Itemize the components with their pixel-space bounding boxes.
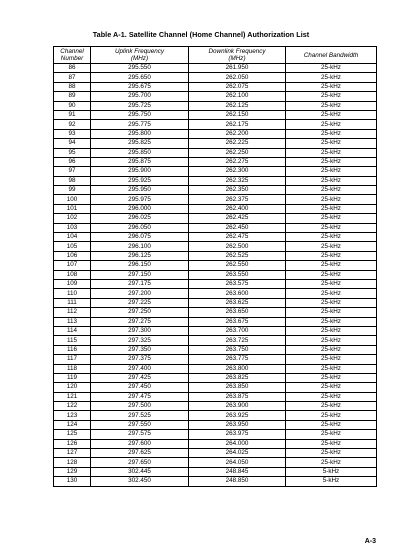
cell-uplink-frequency: 296.100	[91, 242, 189, 251]
cell-channel-bandwidth: 25-kHz	[286, 139, 377, 148]
cell-channel-number: 98	[54, 176, 91, 185]
cell-uplink-frequency: 295.825	[91, 139, 189, 148]
cell-uplink-frequency: 295.925	[91, 176, 189, 185]
cell-uplink-frequency: 295.900	[91, 167, 189, 176]
cell-channel-bandwidth: 25-kHz	[286, 402, 377, 411]
header-line: Number	[60, 55, 84, 62]
table-row	[54, 73, 377, 82]
cell-channel-bandwidth: 25-kHz	[286, 251, 377, 260]
cell-channel-bandwidth: 25-kHz	[286, 176, 377, 185]
cell-channel-number: 117	[54, 355, 91, 364]
cell-uplink-frequency: 297.400	[91, 364, 189, 373]
table-row	[54, 233, 377, 242]
cell-channel-number: 124	[54, 420, 91, 429]
cell-channel-number: 125	[54, 430, 91, 439]
cell-channel-number: 107	[54, 261, 91, 270]
cell-channel-number: 115	[54, 336, 91, 345]
header-channel-bandwidth	[286, 47, 377, 64]
cell-channel-number: 108	[54, 270, 91, 279]
table-row	[54, 326, 377, 335]
header-line: (MHz)	[130, 55, 149, 62]
cell-channel-bandwidth: 25-kHz	[286, 73, 377, 82]
cell-channel-number: 119	[54, 373, 91, 382]
header-line: Channel Bandwidth	[303, 51, 359, 59]
cell-downlink-frequency: 263.700	[189, 326, 286, 335]
cell-channel-bandwidth: 25-kHz	[286, 214, 377, 223]
cell-downlink-frequency: 263.825	[189, 373, 286, 382]
cell-channel-bandwidth: 25-kHz	[286, 345, 377, 354]
cell-downlink-frequency: 263.950	[189, 420, 286, 429]
table-row	[54, 261, 377, 270]
cell-uplink-frequency: 297.475	[91, 392, 189, 401]
cell-uplink-frequency: 295.700	[91, 92, 189, 101]
cell-downlink-frequency: 262.125	[189, 101, 286, 110]
cell-downlink-frequency: 263.625	[189, 298, 286, 307]
cell-channel-bandwidth: 25-kHz	[286, 383, 377, 392]
cell-downlink-frequency: 262.475	[189, 233, 286, 242]
cell-channel-bandwidth: 25-kHz	[286, 449, 377, 458]
cell-downlink-frequency: 263.800	[189, 364, 286, 373]
cell-channel-bandwidth: 25-kHz	[286, 148, 377, 157]
cell-channel-bandwidth: 5-kHz	[286, 467, 377, 476]
cell-channel-bandwidth: 25-kHz	[286, 326, 377, 335]
cell-uplink-frequency: 295.950	[91, 186, 189, 195]
table-row	[54, 279, 377, 288]
cell-downlink-frequency: 262.225	[189, 139, 286, 148]
cell-channel-number: 93	[54, 129, 91, 138]
cell-channel-bandwidth: 25-kHz	[286, 223, 377, 232]
cell-channel-number: 113	[54, 317, 91, 326]
cell-channel-bandwidth: 25-kHz	[286, 279, 377, 288]
cell-uplink-frequency: 297.425	[91, 373, 189, 382]
cell-channel-number: 91	[54, 110, 91, 119]
table-row	[54, 392, 377, 401]
cell-downlink-frequency: 264.050	[189, 458, 286, 467]
cell-downlink-frequency: 262.500	[189, 242, 286, 251]
cell-uplink-frequency: 302.445	[91, 467, 189, 476]
cell-channel-number: 95	[54, 148, 91, 157]
cell-downlink-frequency: 262.175	[189, 120, 286, 129]
cell-downlink-frequency: 263.875	[189, 392, 286, 401]
cell-channel-bandwidth: 25-kHz	[286, 439, 377, 448]
table-row	[54, 373, 377, 382]
cell-uplink-frequency: 297.625	[91, 449, 189, 458]
cell-uplink-frequency: 295.650	[91, 73, 189, 82]
cell-channel-bandwidth: 25-kHz	[286, 458, 377, 467]
cell-channel-number: 97	[54, 167, 91, 176]
cell-channel-bandwidth: 25-kHz	[286, 157, 377, 166]
cell-channel-number: 122	[54, 402, 91, 411]
cell-channel-bandwidth: 25-kHz	[286, 420, 377, 429]
cell-channel-bandwidth: 25-kHz	[286, 120, 377, 129]
cell-uplink-frequency: 297.150	[91, 270, 189, 279]
table-row	[54, 120, 377, 129]
cell-channel-bandwidth: 25-kHz	[286, 101, 377, 110]
cell-downlink-frequency: 262.150	[189, 110, 286, 119]
cell-channel-bandwidth: 25-kHz	[286, 233, 377, 242]
cell-channel-bandwidth: 25-kHz	[286, 289, 377, 298]
channel-authorization-table	[53, 46, 377, 487]
cell-channel-number: 126	[54, 439, 91, 448]
table-row	[54, 308, 377, 317]
table-row	[54, 92, 377, 101]
header-line: Downlink Frequency	[208, 48, 266, 55]
table-row	[54, 298, 377, 307]
cell-uplink-frequency: 297.350	[91, 345, 189, 354]
cell-uplink-frequency: 297.200	[91, 289, 189, 298]
cell-channel-bandwidth: 25-kHz	[286, 308, 377, 317]
cell-downlink-frequency: 262.350	[189, 186, 286, 195]
cell-channel-bandwidth: 25-kHz	[286, 430, 377, 439]
table-row	[54, 110, 377, 119]
cell-channel-bandwidth: 25-kHz	[286, 355, 377, 364]
cell-downlink-frequency: 248.845	[189, 467, 286, 476]
cell-channel-number: 103	[54, 223, 91, 232]
table-row	[54, 129, 377, 138]
cell-uplink-frequency: 295.850	[91, 148, 189, 157]
cell-channel-number: 99	[54, 186, 91, 195]
cell-downlink-frequency: 262.450	[189, 223, 286, 232]
cell-channel-bandwidth: 25-kHz	[286, 317, 377, 326]
cell-uplink-frequency: 297.300	[91, 326, 189, 335]
cell-channel-number: 123	[54, 411, 91, 420]
cell-uplink-frequency: 295.550	[91, 64, 189, 73]
cell-channel-bandwidth: 25-kHz	[286, 336, 377, 345]
table-row	[54, 402, 377, 411]
cell-uplink-frequency: 295.800	[91, 129, 189, 138]
cell-downlink-frequency: 263.975	[189, 430, 286, 439]
cell-downlink-frequency: 263.575	[189, 279, 286, 288]
cell-downlink-frequency: 262.300	[189, 167, 286, 176]
table-row	[54, 336, 377, 345]
table-row	[54, 345, 377, 354]
cell-uplink-frequency: 297.550	[91, 420, 189, 429]
cell-downlink-frequency: 262.325	[189, 176, 286, 185]
table-row	[54, 64, 377, 73]
cell-uplink-frequency: 302.450	[91, 477, 189, 486]
cell-channel-bandwidth: 25-kHz	[286, 242, 377, 251]
cell-downlink-frequency: 262.275	[189, 157, 286, 166]
cell-uplink-frequency: 297.225	[91, 298, 189, 307]
cell-channel-bandwidth: 25-kHz	[286, 186, 377, 195]
cell-channel-number: 129	[54, 467, 91, 476]
table-row	[54, 157, 377, 166]
table-row	[54, 355, 377, 364]
table-row	[54, 214, 377, 223]
cell-channel-number: 128	[54, 458, 91, 467]
cell-uplink-frequency: 295.775	[91, 120, 189, 129]
cell-uplink-frequency: 295.675	[91, 82, 189, 91]
table-header-row	[54, 47, 377, 64]
cell-channel-number: 121	[54, 392, 91, 401]
cell-channel-number: 116	[54, 345, 91, 354]
cell-downlink-frequency: 262.550	[189, 261, 286, 270]
cell-channel-bandwidth: 25-kHz	[286, 411, 377, 420]
cell-channel-number: 100	[54, 195, 91, 204]
cell-channel-bandwidth: 25-kHz	[286, 392, 377, 401]
cell-channel-bandwidth: 25-kHz	[286, 110, 377, 119]
cell-channel-number: 104	[54, 233, 91, 242]
cell-channel-number: 130	[54, 477, 91, 486]
cell-uplink-frequency: 297.250	[91, 308, 189, 317]
cell-downlink-frequency: 248.850	[189, 477, 286, 486]
cell-channel-bandwidth: 25-kHz	[286, 373, 377, 382]
cell-uplink-frequency: 296.000	[91, 204, 189, 213]
cell-uplink-frequency: 297.450	[91, 383, 189, 392]
table-row	[54, 449, 377, 458]
table-row	[54, 458, 377, 467]
cell-channel-number: 96	[54, 157, 91, 166]
cell-uplink-frequency: 296.025	[91, 214, 189, 223]
table-row	[54, 204, 377, 213]
cell-downlink-frequency: 264.000	[189, 439, 286, 448]
cell-downlink-frequency: 262.425	[189, 214, 286, 223]
cell-channel-bandwidth: 25-kHz	[286, 270, 377, 279]
cell-channel-number: 111	[54, 298, 91, 307]
cell-channel-number: 87	[54, 73, 91, 82]
cell-downlink-frequency: 262.100	[189, 92, 286, 101]
table-row	[54, 242, 377, 251]
cell-channel-number: 90	[54, 101, 91, 110]
header-line: Channel	[60, 48, 84, 55]
cell-downlink-frequency: 263.850	[189, 383, 286, 392]
table-row	[54, 195, 377, 204]
table-row	[54, 176, 377, 185]
cell-uplink-frequency: 297.275	[91, 317, 189, 326]
cell-channel-number: 110	[54, 289, 91, 298]
cell-downlink-frequency: 262.375	[189, 195, 286, 204]
cell-channel-number: 127	[54, 449, 91, 458]
cell-channel-bandwidth: 25-kHz	[286, 364, 377, 373]
cell-channel-bandwidth: 25-kHz	[286, 195, 377, 204]
cell-channel-bandwidth: 25-kHz	[286, 261, 377, 270]
table-row	[54, 139, 377, 148]
table-row	[54, 101, 377, 110]
cell-downlink-frequency: 263.675	[189, 317, 286, 326]
cell-downlink-frequency: 262.525	[189, 251, 286, 260]
header-channel-number	[54, 47, 91, 64]
table-row	[54, 477, 377, 486]
cell-uplink-frequency: 296.075	[91, 233, 189, 242]
header-downlink-frequency	[189, 47, 286, 64]
cell-channel-bandwidth: 25-kHz	[286, 64, 377, 73]
cell-channel-number: 114	[54, 326, 91, 335]
cell-uplink-frequency: 296.050	[91, 223, 189, 232]
cell-downlink-frequency: 263.550	[189, 270, 286, 279]
table-title: Table A-1. Satellite Channel (Home Channel) Authorization List	[92, 30, 310, 39]
cell-uplink-frequency: 297.500	[91, 402, 189, 411]
cell-channel-number: 88	[54, 82, 91, 91]
cell-downlink-frequency: 264.025	[189, 449, 286, 458]
cell-channel-number: 101	[54, 204, 91, 213]
table-row	[54, 467, 377, 476]
cell-downlink-frequency: 262.250	[189, 148, 286, 157]
cell-channel-number: 106	[54, 251, 91, 260]
cell-channel-number: 92	[54, 120, 91, 129]
cell-downlink-frequency: 263.725	[189, 336, 286, 345]
cell-uplink-frequency: 297.575	[91, 430, 189, 439]
cell-channel-number: 86	[54, 64, 91, 73]
cell-downlink-frequency: 263.925	[189, 411, 286, 420]
cell-uplink-frequency: 297.600	[91, 439, 189, 448]
table-row	[54, 223, 377, 232]
cell-downlink-frequency: 263.650	[189, 308, 286, 317]
cell-uplink-frequency: 296.150	[91, 261, 189, 270]
cell-downlink-frequency: 263.750	[189, 345, 286, 354]
cell-channel-number: 94	[54, 139, 91, 148]
header-uplink-frequency	[91, 47, 189, 64]
table-row	[54, 289, 377, 298]
cell-channel-bandwidth: 25-kHz	[286, 82, 377, 91]
table-row	[54, 148, 377, 157]
table-row	[54, 439, 377, 448]
cell-downlink-frequency: 262.400	[189, 204, 286, 213]
table-row	[54, 411, 377, 420]
cell-channel-number: 112	[54, 308, 91, 317]
cell-uplink-frequency: 295.875	[91, 157, 189, 166]
cell-channel-number: 120	[54, 383, 91, 392]
table-row	[54, 186, 377, 195]
cell-channel-bandwidth: 25-kHz	[286, 204, 377, 213]
table-row	[54, 270, 377, 279]
cell-uplink-frequency: 297.375	[91, 355, 189, 364]
cell-downlink-frequency: 262.200	[189, 129, 286, 138]
table-row	[54, 317, 377, 326]
cell-channel-number: 89	[54, 92, 91, 101]
cell-uplink-frequency: 295.750	[91, 110, 189, 119]
cell-channel-bandwidth: 25-kHz	[286, 298, 377, 307]
cell-downlink-frequency: 263.600	[189, 289, 286, 298]
cell-downlink-frequency: 261.950	[189, 64, 286, 73]
cell-uplink-frequency: 297.325	[91, 336, 189, 345]
cell-downlink-frequency: 263.900	[189, 402, 286, 411]
cell-channel-number: 118	[54, 364, 91, 373]
cell-uplink-frequency: 295.725	[91, 101, 189, 110]
cell-channel-bandwidth: 5-kHz	[286, 477, 377, 486]
cell-uplink-frequency: 297.525	[91, 411, 189, 420]
cell-channel-bandwidth: 25-kHz	[286, 129, 377, 138]
cell-downlink-frequency: 262.075	[189, 82, 286, 91]
cell-channel-bandwidth: 25-kHz	[286, 167, 377, 176]
table-row	[54, 420, 377, 429]
cell-channel-number: 102	[54, 214, 91, 223]
cell-uplink-frequency: 295.975	[91, 195, 189, 204]
table-row	[54, 167, 377, 176]
cell-uplink-frequency: 297.175	[91, 279, 189, 288]
header-line: Uplink Frequency	[115, 48, 164, 55]
table-body	[54, 64, 377, 487]
table-row	[54, 383, 377, 392]
table-row	[54, 82, 377, 91]
table-row	[54, 364, 377, 373]
cell-uplink-frequency: 297.650	[91, 458, 189, 467]
cell-downlink-frequency: 263.775	[189, 355, 286, 364]
cell-channel-number: 109	[54, 279, 91, 288]
table-row	[54, 251, 377, 260]
page-number: A-3	[364, 538, 376, 545]
cell-downlink-frequency: 262.050	[189, 73, 286, 82]
cell-uplink-frequency: 296.125	[91, 251, 189, 260]
cell-channel-number: 105	[54, 242, 91, 251]
cell-channel-bandwidth: 25-kHz	[286, 92, 377, 101]
table-row	[54, 430, 377, 439]
header-line: (MHz)	[228, 55, 246, 62]
